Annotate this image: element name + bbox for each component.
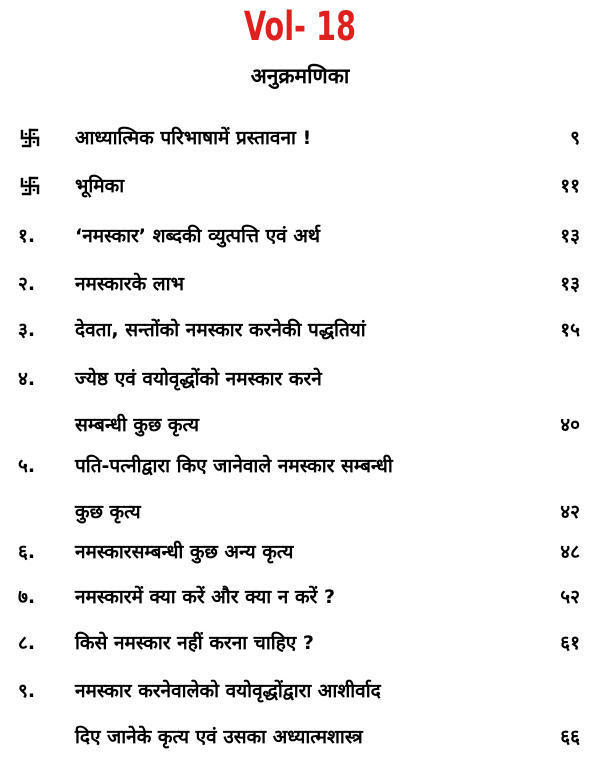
toc-entry-number: ८. xyxy=(18,632,36,654)
toc-entry-page: ६६ xyxy=(560,726,580,748)
toc-entry-page: ११ xyxy=(560,175,580,197)
toc-entry-title: नमस्कारसम्बन्धी कुछ अन्य कृत्य xyxy=(75,541,294,563)
toc-entry-title: नमस्कारके लाभ xyxy=(75,273,184,295)
toc-entry-title: देवता, सन्तोंको नमस्कार करनेकी पद्धतियां xyxy=(75,319,366,341)
toc-entry-title: सम्बन्धी कुछ कृत्य xyxy=(75,414,199,436)
toc-entry-page: ४० xyxy=(560,414,580,436)
toc-entry-page: ९ xyxy=(570,127,580,149)
swastika-icon xyxy=(18,176,42,196)
toc-entry-number: ६. xyxy=(18,541,36,563)
toc-entry-page: ५२ xyxy=(560,586,580,608)
toc-entry-title: नमस्कारमें क्या करें और क्या न करें ? xyxy=(75,586,335,608)
toc-entry-page: १३ xyxy=(560,225,580,247)
swastika-icon xyxy=(18,128,42,148)
volume-label: Vol- 18 xyxy=(243,4,357,50)
toc-entry-page: ६१ xyxy=(560,632,580,654)
contents-heading: अनुक्रमणिका xyxy=(250,64,350,88)
toc-entry-page: १३ xyxy=(560,273,580,295)
toc-entry-number: १. xyxy=(18,225,36,247)
toc-entry-title: भूमिका xyxy=(75,175,125,197)
toc-entry-title: पति-पत्नीद्वारा किए जानेवाले नमस्कार सम्बन्धी xyxy=(75,455,393,477)
toc-entry-number: २. xyxy=(18,273,36,295)
toc-entry-title: ‘नमस्कार’ शब्दकी व्युत्पत्ति एवं अर्थ xyxy=(75,225,320,247)
toc-entry-title: किसे नमस्कार नहीं करना चाहिए ? xyxy=(75,632,314,654)
toc-entry-number: ४. xyxy=(18,368,36,390)
toc-entry-page: १५ xyxy=(560,319,580,341)
toc-entry-number: ७. xyxy=(18,586,36,608)
toc-entry-title: आध्यात्मिक परिभाषामें प्रस्तावना ! xyxy=(75,127,312,149)
toc-entry-title: ज्येष्ठ एवं वयोवृद्धोंको नमस्कार करने xyxy=(75,368,322,390)
toc-entry-title: कुछ कृत्य xyxy=(75,501,141,523)
toc-entry-page: ४८ xyxy=(560,541,580,563)
toc-entry-title: नमस्कार करनेवालेको वयोवृद्धोंद्वारा आशीर्वाद xyxy=(75,680,381,702)
toc-entry-number: ५. xyxy=(18,455,36,477)
toc-entry-title: दिए जानेके कृत्य एवं उसका अध्यात्मशास्त्र xyxy=(75,726,363,748)
toc-entry-number: ३. xyxy=(18,319,36,341)
toc-entry-page: ४२ xyxy=(560,501,580,523)
toc-entry-number: ९. xyxy=(18,680,36,702)
